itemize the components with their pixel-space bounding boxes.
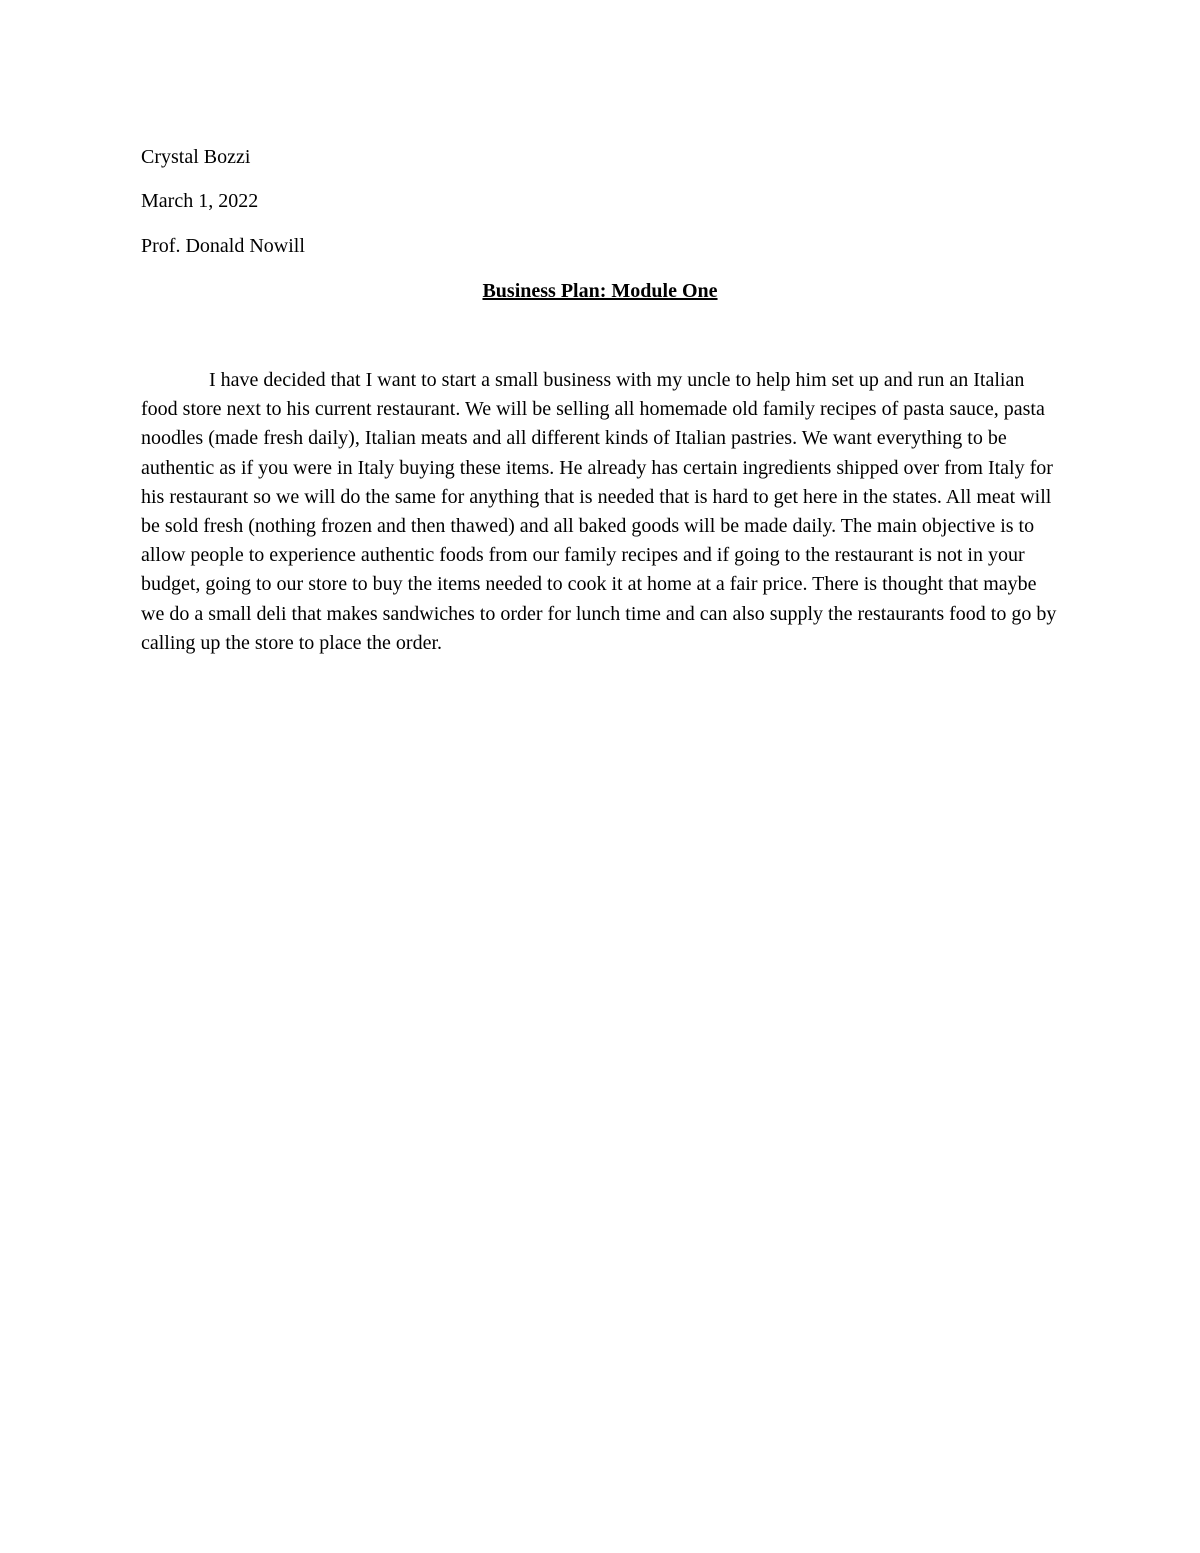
author-name: Crystal Bozzi <box>141 146 251 168</box>
document-date: March 1, 2022 <box>141 190 259 212</box>
document-title: Business Plan: Module One <box>482 280 718 302</box>
body-paragraph: I have decided that I want to start a small business with my uncle to help him set up and run an Italian food store next to his current restaurant. We will be selling all homemade old family recipes of pasta sauce, pasta noodles (made fresh daily), Italian meats and all different kinds of Italian pastries. We want everything to be authentic as if you were in Italy buying these items. He already has certain ingredients shipped over from Italy for his restaurant so we will do the same for anything that is needed that is hard to get here in the states. All meat will be sold fresh (nothing frozen and then thawed) and all baked goods will be made daily. The main objective is to allow people to experience authentic foods from our family recipes and if going to the restaurant is not in your budget, going to our store to buy the items needed to cook it at home at a fair price. There is thought that maybe we do a small deli that makes sandwiches to order for lunch time and can also supply the restaurants food to go by calling up the store to place the order. <box>141 369 1057 654</box>
professor-name: Prof. Donald Nowill <box>141 235 305 257</box>
